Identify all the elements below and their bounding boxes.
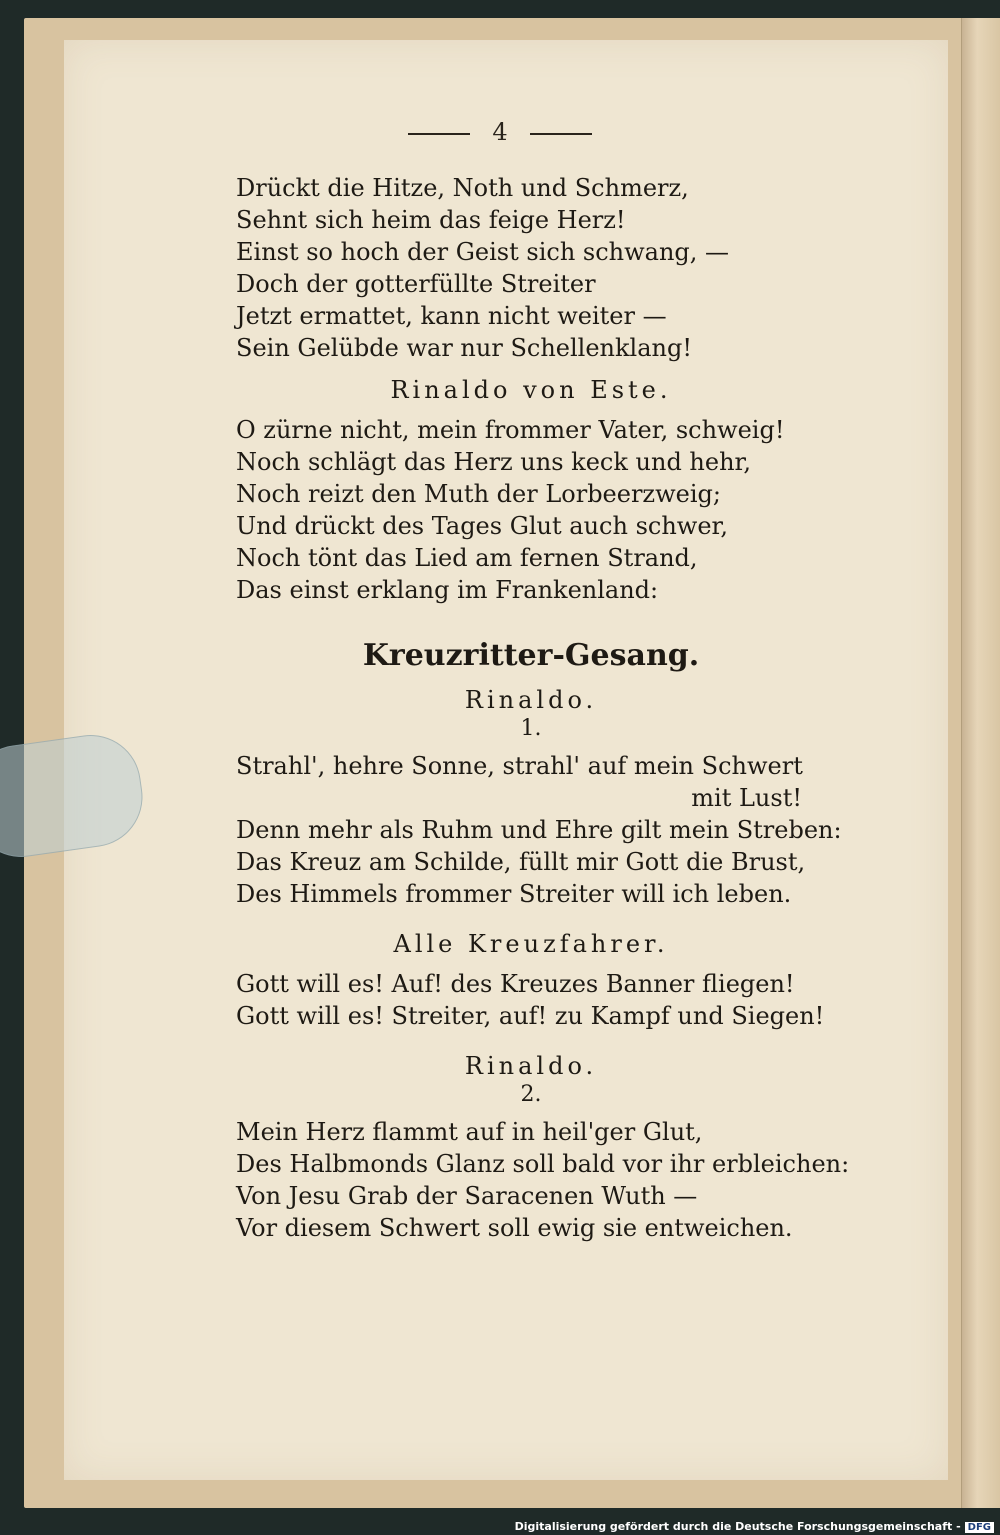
- verse-line: Sein Gelübde war nur Schellenklang!: [236, 334, 692, 362]
- verse-line: Gott will es! Auf! des Kreuzes Banner fliegen!: [236, 970, 795, 998]
- header-rule-right: [530, 133, 592, 135]
- speaker-name: Rinaldo von Este.: [390, 376, 672, 404]
- speaker-name: Alle Kreuzfahrer.: [393, 930, 669, 958]
- verse-number: 1.: [520, 716, 542, 741]
- verse-line: Jetzt ermattet, kann nicht weiter —: [236, 302, 667, 330]
- verse-line: Doch der gotterfüllte Streiter: [236, 270, 596, 298]
- verse-line: Strahl', hehre Sonne, strahl' auf mein Schwert: [236, 752, 803, 780]
- verse-line: Denn mehr als Ruhm und Ehre gilt mein Streben:: [236, 816, 842, 844]
- speaker-name: Rinaldo.: [464, 1052, 598, 1080]
- verse-line: Das Kreuz am Schilde, füllt mir Gott die Brust,: [236, 848, 806, 876]
- digitization-credit: [515, 1520, 994, 1533]
- verse-line: Noch reizt den Muth der Lorbeerzweig;: [236, 480, 721, 508]
- verse-line: O zürne nicht, mein frommer Vater, schweig!: [236, 416, 785, 444]
- page-text: [236, 172, 850, 1244]
- verse-line: Des Himmels frommer Streiter will ich leben.: [236, 880, 792, 908]
- verse-line: Von Jesu Grab der Saracenen Wuth —: [236, 1182, 698, 1210]
- verse-line: Gott will es! Streiter, auf! zu Kampf und Siegen!: [236, 1002, 825, 1030]
- verse-line: Und drückt des Tages Glut auch schwer,: [236, 512, 728, 540]
- verse-line: Drückt die Hitze, Noth und Schmerz,: [236, 174, 689, 202]
- verse-line: Das einst erklang im Frankenland:: [236, 576, 659, 604]
- dfg-logo: DFG: [965, 1522, 994, 1533]
- stanza: [236, 750, 842, 910]
- section-heading: Kreuzritter-Gesang.: [362, 638, 700, 673]
- verse-line: Des Halbmonds Glanz soll bald vor ihr erbleichen:: [236, 1150, 850, 1178]
- verse-line: Einst so hoch der Geist sich schwang, —: [236, 238, 730, 266]
- stanza: [236, 968, 826, 1032]
- verse-line: Mein Herz flammt auf in heil'ger Glut,: [236, 1118, 703, 1146]
- verse-line: Noch schlägt das Herz uns keck und hehr,: [236, 448, 752, 476]
- stanza: [236, 414, 826, 606]
- verse-line: Sehnt sich heim das feige Herz!: [236, 206, 626, 234]
- credit-text: Digitalisierung gefördert durch die Deutsche Forschungsgemeinschaft -: [514, 1520, 961, 1533]
- page-number: 4: [492, 118, 508, 146]
- verse-number: 2.: [520, 1082, 542, 1107]
- speaker-name: Rinaldo.: [464, 686, 598, 714]
- stanza: [236, 1116, 850, 1244]
- page-header: [0, 118, 1000, 146]
- header-rule-left: [408, 133, 470, 135]
- verse-line: Noch tönt das Lied am fernen Strand,: [236, 544, 698, 572]
- facing-page-edge: [961, 18, 1000, 1508]
- verse-line-continuation: mit Lust!: [691, 784, 802, 812]
- stanza: [236, 172, 826, 364]
- verse-line: Vor diesem Schwert soll ewig sie entweichen.: [236, 1214, 793, 1242]
